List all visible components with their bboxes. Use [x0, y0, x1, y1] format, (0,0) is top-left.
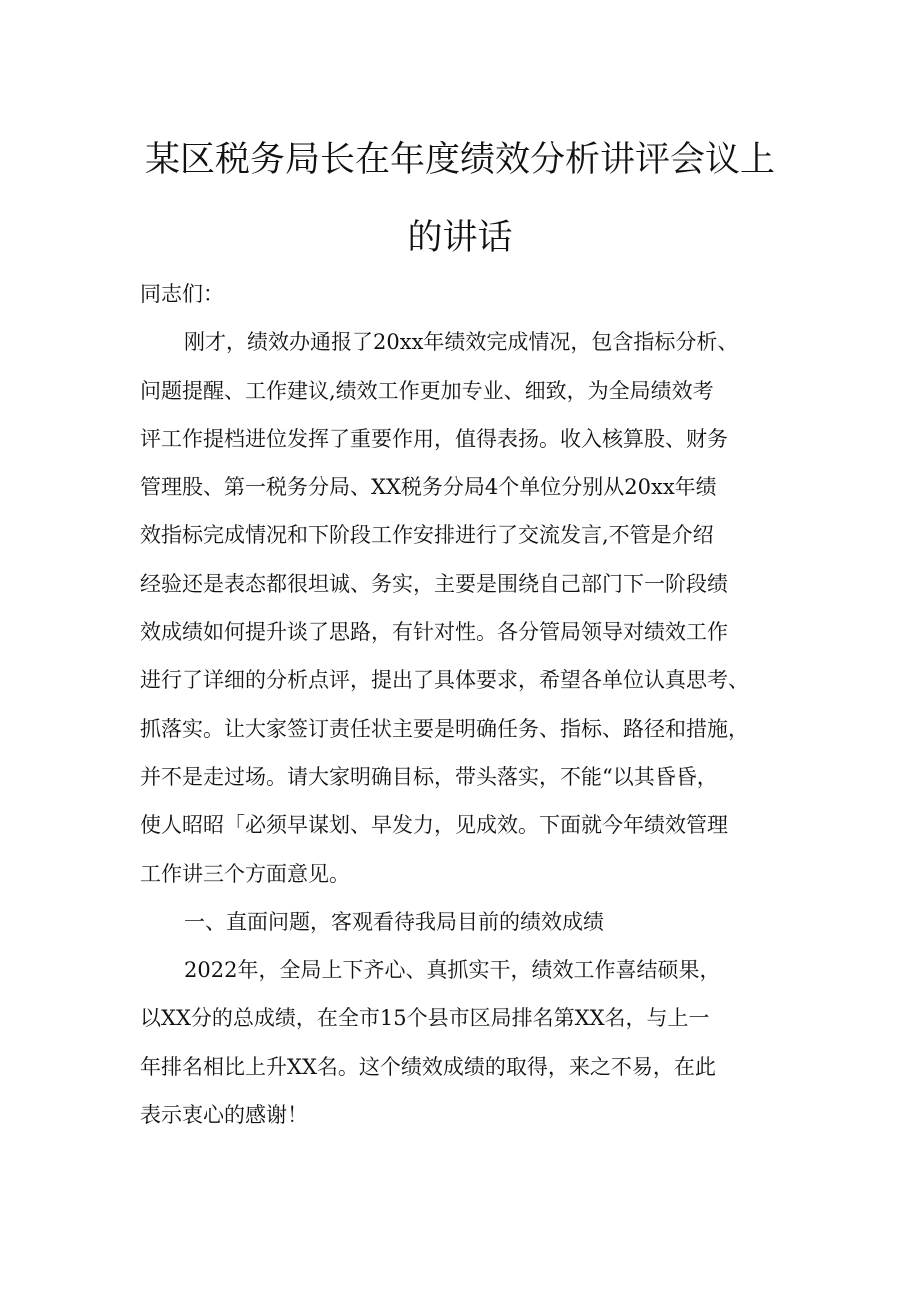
paragraph-line: 管理股、第一税务分局、XX税务分局4个单位分别从20xx年绩 — [140, 475, 717, 500]
paragraph-line: 年排名相比上升XX名。这个绩效成绩的取得，来之不易，在此 — [140, 1054, 716, 1079]
section-heading-1: 一、直面问题，客观看待我局目前的绩效成绩 — [184, 909, 604, 934]
paragraph-line: 效指标完成情况和下阶段工作安排进行了交流发言,不管是介绍 — [140, 523, 714, 548]
paragraph-line: 抓落实。让大家签订责任状主要是明确任务、指标、路径和措施， — [140, 716, 749, 741]
salutation: 同志们： — [140, 282, 224, 306]
paragraph-line: 使人昭昭「必须早谋划、早发力，见成效。下面就今年绩效管理 — [140, 813, 728, 838]
paragraph-line: 效成绩如何提升谈了思路，有针对性。各分管局领导对绩效工作 — [140, 620, 728, 645]
paragraph-line: 以XX分的总成绩，在全市15个县市区局排名第XX名，与上一 — [140, 1006, 710, 1031]
paragraph-line: 刚才，绩效办通报了20xx年绩效完成情况，包含指标分析、 — [184, 330, 739, 355]
paragraph-1 — [140, 318, 790, 898]
paragraph-line: 问题提醒、工作建议,绩效工作更加专业、细致，为全局绩效考 — [140, 378, 714, 403]
paragraph-line: 工作讲三个方面意见。 — [140, 861, 350, 886]
document-title-line-2: 的讲话 — [407, 218, 513, 258]
paragraph-line: 评工作提档进位发挥了重要作用，值得表扬。收入核算股、财务 — [140, 426, 728, 451]
paragraph-line: 经验还是表态都很坦诚、务实，主要是围绕自己部门下一阶段绩 — [140, 571, 728, 596]
paragraph-2 — [140, 946, 790, 1139]
paragraph-line: 并不是走过场。请大家明确目标，带头落实，不能“以其昏昏， — [140, 764, 718, 789]
document-body — [140, 270, 790, 1139]
paragraph-line: 表示衷心的感谢！ — [140, 1103, 308, 1128]
document-title-line-1: 某区税务局长在年度绩效分析讲评会议上 — [144, 140, 775, 180]
paragraph-line: 2022年，全局上下齐心、真抓实干，绩效工作喜结硕果， — [184, 958, 721, 983]
paragraph-line: 进行了详细的分析点评，提出了具体要求，希望各单位认真思考、 — [140, 668, 749, 693]
